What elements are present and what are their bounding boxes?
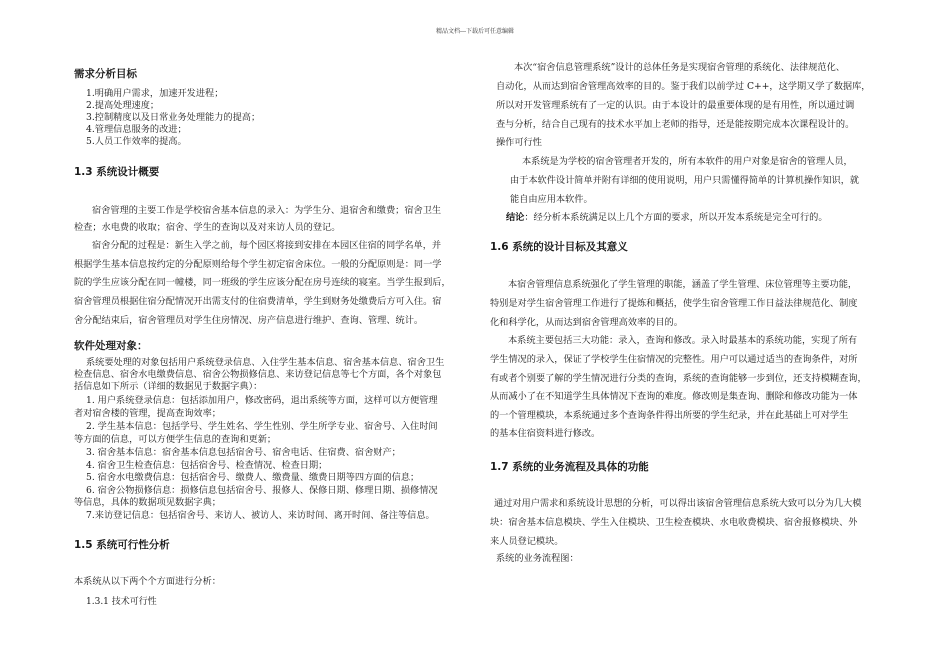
paragraph-line: 自动化，从而达到宿舍管理高效率的目的。鉴于我们以前学过 C++，这学期又学了数据库， <box>496 81 871 92</box>
paragraph-line: 块：宿舍基本信息模块、学生入住模块、卫生检查模块、水电收费模块、宿舍报修模块、外 <box>490 517 858 528</box>
paragraph-line: 查与分析，结合自己现有的技术水平加上老师的指导，还是能按期完成本次课程设计的。 <box>496 119 855 130</box>
paragraph-line: 系统要处理的对象包括用户系统登录信息、入住学生基本信息、宿舍基本信息、宿舍卫生 <box>86 357 445 368</box>
paragraph-line: 本系统主要包括三大功能：录入，查询和修改。录入时最基本的系统功能，实现了所有 <box>508 335 858 346</box>
paragraph-line: 本宿舍管理信息系统强化了学生管理的职能，涵盖了学生管理、床位管理等主要功能， <box>508 279 858 290</box>
requirements-heading: 需求分析目标 <box>74 68 137 80</box>
subsection-heading: 1.3.1 技术可行性 <box>86 597 157 607</box>
paragraph-line: 检查信息、宿舍水电缴费信息、宿舍公物损修信息、来访登记信息等七个方面，各个对象包 <box>74 369 442 380</box>
processing-objects-heading: 软件处理对象： <box>74 340 148 352</box>
requirement-item: 4.管理信息服务的改进； <box>86 124 187 135</box>
paragraph-line: 特别是对学生宿舍管理工作进行了提炼和概括，使学生宿舍管理工作日益法律规范化、制度 <box>490 298 858 309</box>
flowchart-caption: 系统的业务流程图： <box>496 553 579 564</box>
paragraph-line: 学生情况的录入，保证了学校学生住宿情况的完整性。用户可以通过适当的查询条件，对所 <box>490 354 858 365</box>
paragraph-line: 由于本软件设计简单并附有详细的使用说明，用户只需懂得简单的计算机操作知识，就 <box>510 175 860 186</box>
paragraph-line: 能自由应用本软件。 <box>510 194 593 205</box>
section-1-7-heading: 1.7 系统的业务流程及具体的功能 <box>490 461 649 473</box>
requirement-item: 1.明确用户需求，加速开发进程； <box>86 88 224 99</box>
paragraph-line: 根据学生基本信息按约定的分配原则给每个学生初定宿舍床位。一般的分配原则是：同一学 <box>74 259 442 270</box>
paragraph-line: 宿舍管理员根据住宿分配情况开出需支付的住宿费清单，学生到财务处缴费后方可入住。宿 <box>74 296 442 307</box>
paragraph-line: 化和科学化，从而达到宿舍管理高效率的目的。 <box>490 317 683 328</box>
section-1-3-heading: 1.3 系统设计概要 <box>74 166 160 178</box>
paragraph-line: 的一个管理模块，本系统通过多个查询条件得出所要的学生纪录，并在此基础上可对学生 <box>490 410 849 421</box>
paragraph-line: 括信息如下所示（详细的数据见于数据字典）： <box>74 381 263 392</box>
conclusion-line <box>506 212 828 224</box>
requirement-item: 2.提高处理速度； <box>86 100 160 111</box>
requirement-item: 3.控制精度以及日常业务处理能力的提高； <box>86 112 261 123</box>
paragraph-line: 的基本住宿资料进行修改。 <box>490 428 601 439</box>
paragraph-line: 宿舍分配的过程是：新生入学之前，每个园区将接到安排在本园区住宿的同学名单，并 <box>92 240 442 251</box>
list-item: 7.来访登记信息：包括宿舍号、来访人、被访人、来访时间、离开时间、备注等信息。 <box>86 510 435 521</box>
paragraph-line: 所以对开发管理系统有了一定的认识。由于本设计的最重要体现的是有用性，所以通过调 <box>496 100 855 111</box>
paragraph-line: 院的学生应该分配在同一幢楼，同一班级的学生应该分配在房号连续的寝室。当学生报到后， <box>74 277 451 288</box>
paragraph-line: 有或者个别要了解的学生情况进行分类的查询，系统的查询能够一步到位，还支持模糊查询， <box>490 373 867 384</box>
paragraph-line: 舍分配结束后，宿舍管理员对学生住房情况、房产信息进行维护、查询、管理、统计。 <box>74 315 424 326</box>
list-item-continued: 者对宿舍楼的管理，提高查询效率； <box>74 408 221 419</box>
list-item: 4. 宿舍卫生检查信息：包括宿舍号、检查情况、检查日期； <box>86 460 328 471</box>
paragraph-line: 检查；水电费的收取；宿舍、学生的查询以及对来访人员的登记。 <box>74 222 341 233</box>
operational-feasibility-heading: 操作可行性 <box>496 137 542 148</box>
list-item: 6. 宿舍公物损修信息：损修信息包括宿舍号、报修人、保修日期、修理日期、损修情况 <box>86 485 438 496</box>
list-item: 3. 宿舍基本信息：宿舍基本信息包括宿舍号、宿舍电话、住宿费、宿舍财产； <box>86 447 401 458</box>
page-header: 精品文档---下载后可任意编辑 <box>435 28 515 35</box>
list-item: 1. 用户系统登录信息：包括添加用户，修改密码，退出系统等方面，这样可以方便管理 <box>86 395 438 406</box>
paragraph-line: 本系统是为学校的宿舍管理者开发的，所有本软件的用户对象是宿舍的管理人员， <box>522 156 853 167</box>
paragraph-line: 本系统从以下两个个方面进行分析： <box>74 576 221 587</box>
list-item-continued: 等方面的信息，可以方便学生信息的查询和更新； <box>74 434 277 445</box>
paragraph-line: 通过对用户需求和系统设计思想的分析，可以得出该宿舍管理信息系统大致可以分为几大模 <box>494 498 862 509</box>
list-item: 5. 宿舍水电缴费信息：包括宿舍号、缴费人、缴费量、缴费日期等四方面的信息； <box>86 472 420 483</box>
paragraph-line: 本次“宿舍信息管理系统”设计的总体任务是实现宿舍管理的系统化、法律规范化、 <box>514 62 845 73</box>
paragraph-line: 宿舍管理的主要工作是学校宿舍基本信息的录入：为学生分、退宿舍和缴费；宿舍卫生 <box>92 205 442 216</box>
requirement-item: 5.人员工作效率的提高。 <box>86 136 187 147</box>
list-item-continued: 等信息，具体的数据项见数据字典； <box>74 497 221 508</box>
list-item: 2. 学生基本信息：包括学号、学生姓名、学生性别、学生所学专业、宿舍号、入住时间 <box>86 421 438 432</box>
conclusion-label: 结论 <box>506 212 525 223</box>
section-1-5-heading: 1.5 系统可行性分析 <box>74 539 170 551</box>
section-1-6-heading: 1.6 系统的设计目标及其意义 <box>490 241 628 253</box>
conclusion-text: ：经分析本系统满足以上几个方面的要求，所以开发本系统是完全可行的。 <box>524 212 828 223</box>
paragraph-line: 来人员登记模块。 <box>490 536 564 547</box>
paragraph-line: 从而减小了在不知道学生具体情况下查询的难度。修改则是集查询、删除和修改功能为一体 <box>490 391 858 402</box>
